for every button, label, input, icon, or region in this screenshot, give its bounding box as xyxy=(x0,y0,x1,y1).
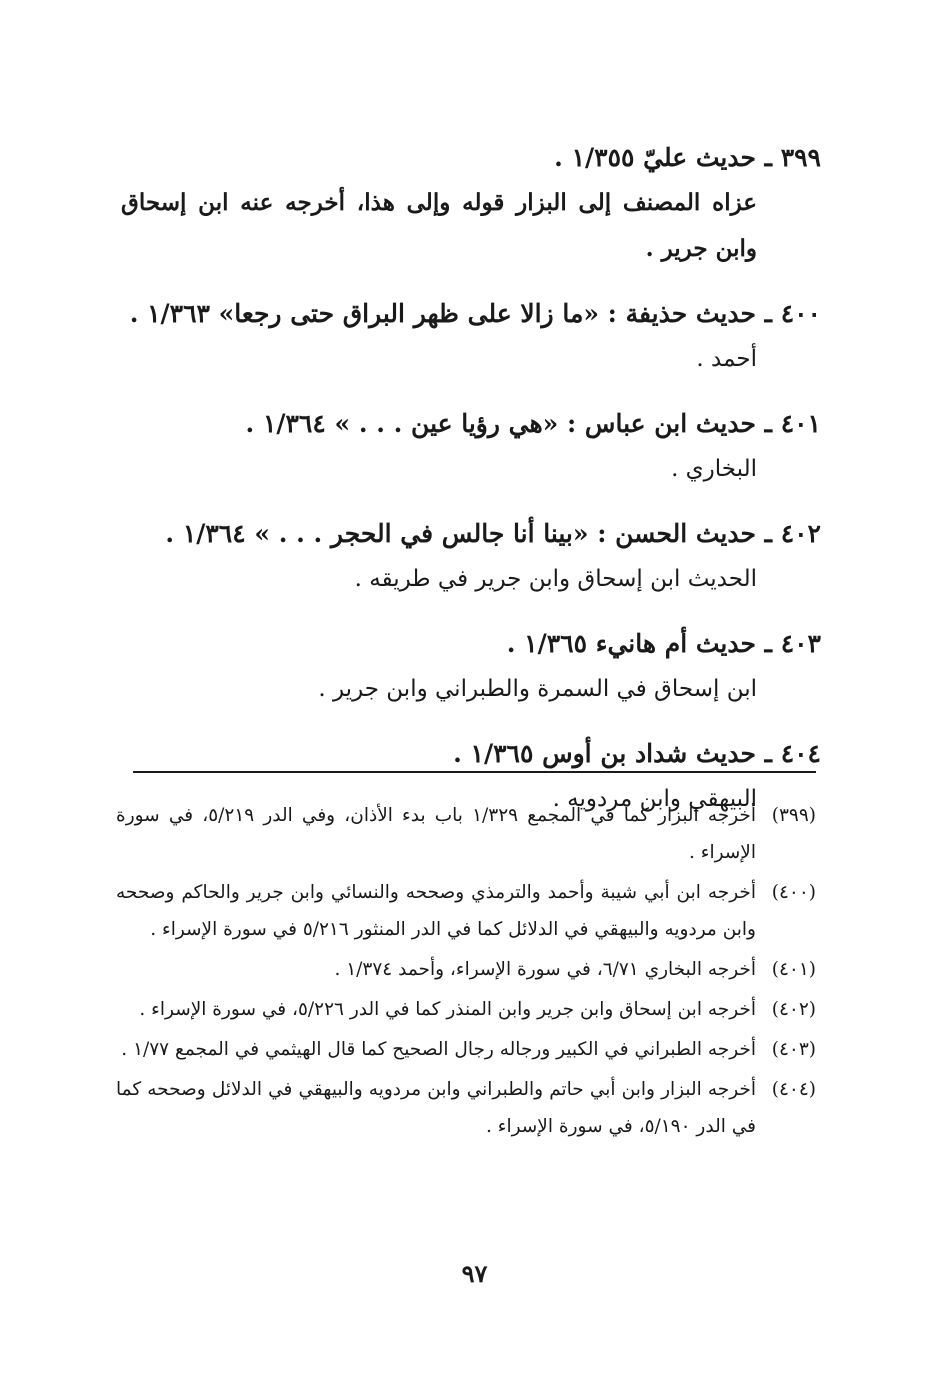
footnote-text: أخرجه البزار كما في المجمع ١/٣٢٩ باب بدء الأذان، وفي الدر ٥/٢١٩، في سورة الإسراء . xyxy=(116,805,756,863)
footnote-399 xyxy=(116,797,816,871)
footnote-text: أخرجه الطبراني في الكبير ورجاله رجال الصحيح كما قال الهيثمي في المجمع ١/٧٧ . xyxy=(121,1039,756,1060)
entry-body: ابن إسحاق في السمرة والطبراني وابن جرير . xyxy=(318,676,757,702)
footnote-divider xyxy=(133,771,816,773)
footnote-number: (٤٠٠) xyxy=(771,882,816,903)
entry-400 xyxy=(121,292,821,382)
entry-heading: ٤٠٤ ـ حديث شداد بن أوس ١/٣٦٥ . xyxy=(453,739,821,768)
footnote-402 xyxy=(116,991,816,1028)
entry-402 xyxy=(121,512,821,602)
entry-body: أحمد . xyxy=(696,346,757,372)
footnote-number: (٣٩٩) xyxy=(771,805,816,826)
entry-body: الحديث ابن إسحاق وابن جرير في طريقه . xyxy=(354,566,757,592)
footnote-number: (٤٠٣) xyxy=(771,1039,816,1060)
entry-body: البيهقي وابن مردويه . xyxy=(552,786,757,812)
footnote-text: أخرجه ابن إسحاق وابن جرير وابن المنذر كما في الدر ٥/٢٢٦، في سورة الإسراء . xyxy=(139,999,756,1020)
footnote-404 xyxy=(116,1071,816,1145)
footnotes xyxy=(116,797,816,1148)
entry-401 xyxy=(121,402,821,492)
entry-heading: ٤٠٠ ـ حديث حذيفة : «ما زالا على ظهر البراق حتى رجعا» ١/٣٦٣ . xyxy=(129,299,821,328)
footnote-401 xyxy=(116,951,816,988)
entry-403 xyxy=(121,622,821,712)
entry-heading: ٤٠٣ ـ حديث أم هانيء ١/٣٦٥ . xyxy=(506,629,821,658)
footnote-number: (٤٠٢) xyxy=(771,999,816,1020)
footnote-text: أخرجه ابن أبي شيبة وأحمد والترمذي وصححه والنسائي وابن جرير والحاكم وصححه وابن مردويه والبيهقي في الدلائل كما في الدر المنثور ٥/٢١٦ في سورة الإسراء . xyxy=(116,882,756,940)
footnote-number: (٤٠١) xyxy=(771,959,816,980)
footnote-number: (٤٠٤) xyxy=(771,1079,816,1100)
footnote-text: أخرجه البزار وابن أبي حاتم والطبراني وابن مردويه والبيهقي في الدلائل وصححه كما في الدر ٥/١٩٠، في سورة الإسراء . xyxy=(116,1079,756,1137)
entry-heading: ٣٩٩ ـ حديث عليّ ١/٣٥٥ . xyxy=(554,143,821,172)
footnote-403 xyxy=(116,1031,816,1068)
entry-heading: ٤٠١ ـ حديث ابن عباس : «هي رؤيا عين . . . » ١/٣٦٤ . xyxy=(245,409,821,438)
entry-body: البخاري . xyxy=(671,456,757,482)
page-number: ٩٧ xyxy=(461,1259,488,1288)
entry-399 xyxy=(121,136,821,272)
footnote-text: أخرجه البخاري ٦/٧١، في سورة الإسراء، وأحمد ١/٣٧٤ . xyxy=(334,959,756,980)
hadith-entries xyxy=(121,136,821,842)
entry-heading: ٤٠٢ ـ حديث الحسن : «بينا أنا جالس في الحجر . . . » ١/٣٦٤ . xyxy=(165,519,821,548)
footnote-400 xyxy=(116,874,816,948)
entry-body: عزاه المصنف إلى البزار قوله وإلى هذا، أخرجه عنه ابن إسحاق وابن جرير . xyxy=(121,189,757,262)
